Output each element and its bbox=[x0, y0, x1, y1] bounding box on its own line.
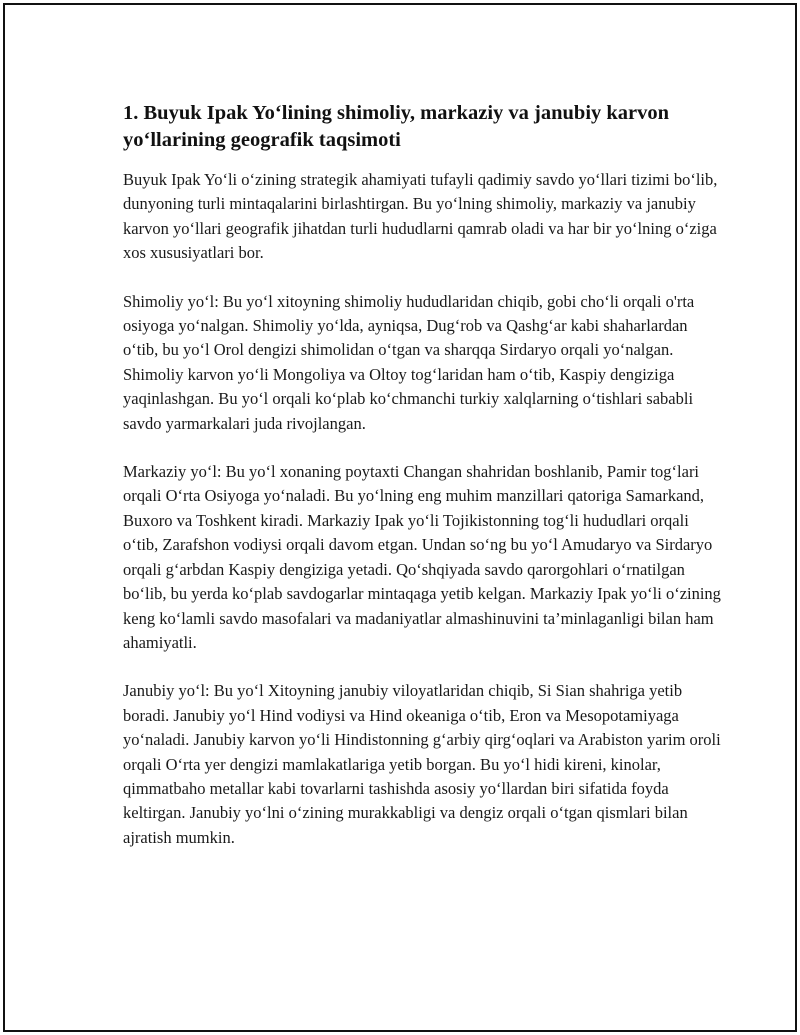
section-title: 1. Buyuk Ipak Yo‘lining shimoliy, markaziy va janubiy karvon yo‘llarining geografik taqsimoti bbox=[123, 102, 670, 151]
paragraph-southern-route: Janubiy yo‘l: Bu yo‘l Xitoyning janubiy viloyatlaridan chiqib, Si Sian shahriga yetib boradi. Janubiy yo‘l Hind vodiysi va Hind okeaniga o‘tib, Eron va Mesopotamiyaga yo‘naladi. Janubiy karvon yo‘li Hindistonning g‘arbiy qirg‘oqlari va Arabiston yarim oroli orqali O‘rta yer dengizi mamlakatlariga yetib borgan. Bu yo‘l hidi kireni, kinolar, qimmatbaho metallar kabi tovarlarni tashishda asosiy yo‘llardan biri sifatida foyda keltirgan. Janubiy yo‘lni o‘zining murakkabligi va dengiz orqali o‘tgan qismlari bilan ajratish mumkin. bbox=[123, 681, 721, 847]
page-frame bbox=[3, 3, 797, 1032]
paragraph-intro: Buyuk Ipak Yo‘li o‘zining strategik ahamiyati tufayli qadimiy savdo yo‘llari tizimi bo‘lib, dunyoning turli mintaqalarini birlashtirgan. Bu yo‘lning shimoliy, markaziy va janubiy karvon yo‘llari geografik jihatdan turli hududlarni qamrab oladi va har bir yo‘lning o‘ziga xos xususiyatlari bor. bbox=[123, 170, 718, 263]
paragraph-central-route: Markaziy yo‘l: Bu yo‘l xonaning poytaxti Changan shahridan boshlanib, Pamir tog‘lari orqali O‘rta Osiyoga yo‘naladi. Bu yo‘lning eng muhim manzillari qatoriga Samarkand, Buxoro va Toshkent kiradi. Markaziy Ipak yo‘li Tojikistonning tog‘li hududlari orqali o‘tib, Zarafshon vodiysi orqali davom etgan. Undan so‘ng bu yo‘l Amudaryo va Sirdaryo orqali g‘arbdan Kaspiy dengiziga yetadi. Qo‘shqiyada savdo qarorgohlari o‘rnatilgan bo‘lib, bu yerda ko‘plab savdogarlar mintaqaga yetib kelgan. Markaziy Ipak yo‘li o‘zining keng ko‘lamli savdo masofalari va madaniyatlar almashinuvini ta’minlaganligi bilan ham ahamiyatli. bbox=[123, 462, 721, 652]
paragraph-northern-route: Shimoliy yo‘l: Bu yo‘l xitoyning shimoliy hududlaridan chiqib, gobi cho‘li orqali o'rta osiyoga yo‘nalgan. Shimoliy yo‘lda, ayniqsa, Dug‘rob va Qashg‘ar kabi shaharlardan o‘tib, bu yo‘l Orol dengizi shimolidan o‘tgan va sharqqa Sirdaryo orqali yo‘nalgan. Shimoliy karvon yo‘li Mongoliya va Oltoy tog‘laridan ham o‘tib, Kaspiy dengiziga yaqinlashgan. Bu yo‘l orqali ko‘plab ko‘chmanchi turkiy xalqlarning o‘tishlari sababli savdo yarmarkalari juda rivojlangan. bbox=[123, 291, 695, 433]
document-body bbox=[123, 100, 723, 874]
